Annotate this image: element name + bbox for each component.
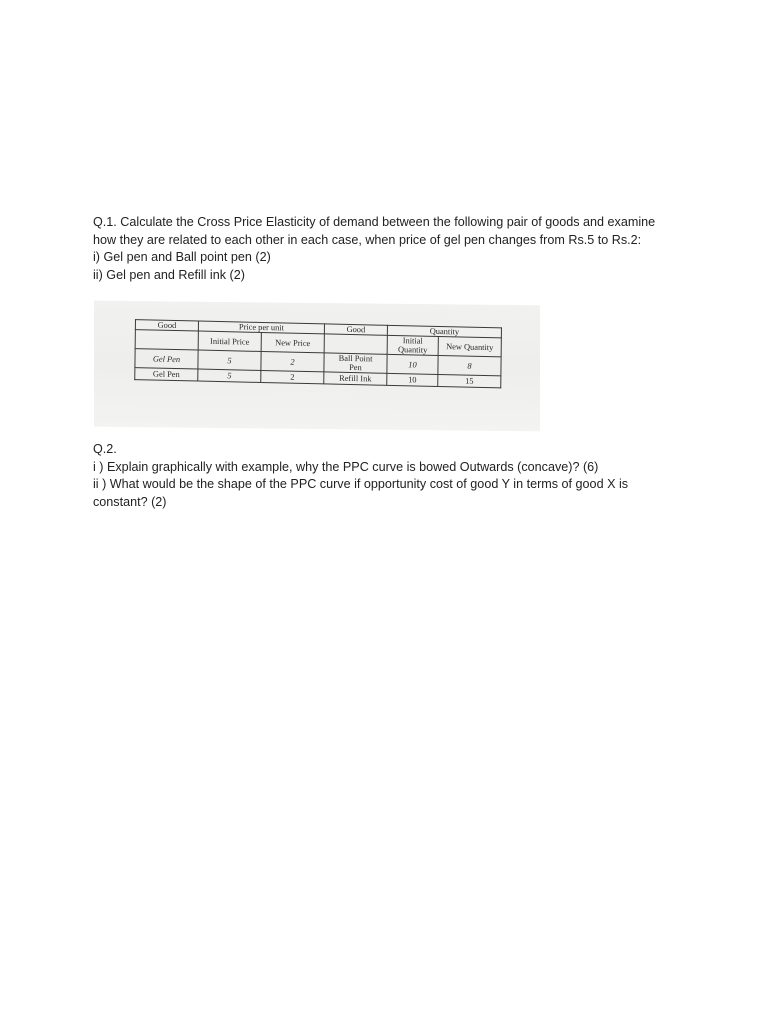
q1-line-2: how they are related to each other in each case, when price of gel pen changes from Rs.5 to Rs.2:	[93, 232, 642, 247]
header-initial-quantity-line-2: Quantity	[397, 345, 428, 355]
row-1-new-price: 2	[261, 351, 324, 371]
price-quantity-table	[134, 319, 502, 388]
row-1-good: Gel Pen	[135, 349, 198, 369]
question-2	[93, 441, 693, 511]
header-blank-2	[324, 334, 387, 354]
header-new-price: New Price	[261, 332, 324, 352]
scanned-table-image	[94, 301, 540, 432]
header-initial-price: Initial Price	[198, 331, 261, 351]
header-price-per-unit: Price per unit	[198, 321, 324, 334]
header-initial-quantity-line-1: Initial	[402, 336, 423, 346]
row-1-initial-quantity: 10	[387, 354, 438, 374]
row-2-new-quantity: 15	[438, 374, 501, 387]
header-blank-1	[135, 330, 198, 350]
question-1	[93, 214, 693, 284]
header-good-2: Good	[324, 324, 387, 335]
row-2-good-2: Refill Ink	[324, 372, 387, 385]
q2-line-2: i ) Explain graphically with example, why the PPC curve is bowed Outwards (concave)? (6)	[93, 459, 599, 474]
q2-line-3: ii ) What would be the shape of the PPC curve if opportunity cost of good Y in terms of good X is	[93, 477, 629, 491]
row-2-initial-quantity: 10	[387, 373, 438, 386]
q1-line-3: i) Gel pen and Ball point pen (2)	[93, 250, 271, 264]
q2-line-1: Q.2.	[93, 442, 117, 456]
row-1-good-2-line-2: Pen	[349, 362, 362, 373]
header-good: Good	[135, 320, 198, 331]
header-new-quantity: New Quantity	[438, 336, 501, 356]
row-1-good-2	[324, 353, 387, 373]
header-initial-quantity	[387, 335, 438, 355]
row-2-good: Gel Pen	[135, 368, 198, 381]
q2-line-4: constant? (2)	[93, 494, 167, 509]
row-1-initial-price: 5	[198, 350, 261, 370]
row-2-new-price: 2	[261, 370, 324, 383]
row-1-new-quantity: 8	[438, 355, 501, 375]
row-1-good-2-line-1: Ball Point	[338, 353, 373, 364]
header-quantity: Quantity	[387, 325, 501, 338]
q1-line-1: Q.1. Calculate the Cross Price Elasticity of demand between the following pair of goods and examine	[93, 215, 656, 229]
q1-line-4: ii) Gel pen and Refill ink (2)	[93, 267, 245, 282]
row-2-initial-price: 5	[198, 369, 261, 382]
